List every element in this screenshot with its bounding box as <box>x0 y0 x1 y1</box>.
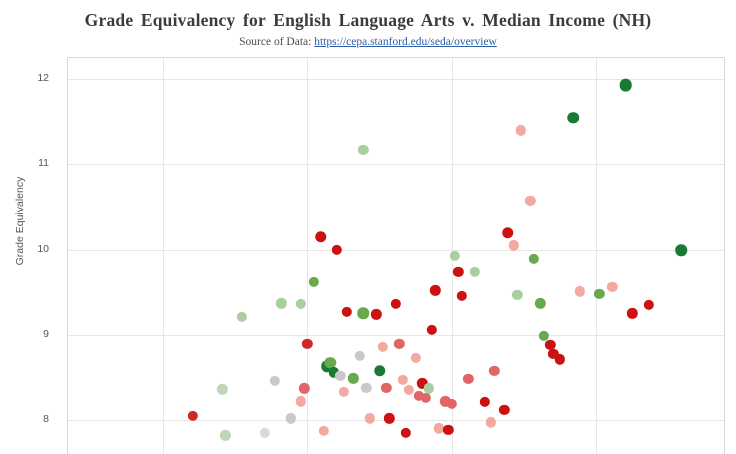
y-axis-tick-label: 9 <box>43 327 49 340</box>
source-label: Source of Data: <box>239 36 312 48</box>
scatter-point <box>456 290 466 300</box>
scatter-point <box>529 254 539 264</box>
scatter-point <box>355 351 365 361</box>
scatter-point <box>447 399 457 409</box>
scatter-point <box>315 231 327 243</box>
scatter-point <box>269 376 279 386</box>
scatter-point <box>332 244 342 254</box>
scatter-point <box>430 285 440 295</box>
scatter-point <box>371 309 381 319</box>
scatter-point <box>525 196 535 206</box>
scatter-point <box>627 308 637 318</box>
scatter-point <box>453 267 463 277</box>
scatter-point <box>676 245 688 257</box>
scatter-point <box>384 413 394 423</box>
y-axis-tick-label: 12 <box>37 72 49 85</box>
scatter-point <box>486 417 496 427</box>
scatter-point <box>302 339 312 349</box>
y-axis-ticks <box>0 57 59 454</box>
scatter-point <box>357 308 369 320</box>
scatter-point <box>567 112 579 124</box>
scatter-point <box>401 428 411 438</box>
scatter-point <box>424 383 434 393</box>
scatter-point <box>296 299 306 309</box>
scatter-point <box>470 267 480 277</box>
scatter-point <box>276 298 286 308</box>
scatter-point <box>260 428 270 438</box>
scatter-point <box>296 396 306 406</box>
scatter-point <box>463 374 473 384</box>
scatter-point <box>335 370 345 380</box>
scatter-point <box>619 79 632 92</box>
scatter-point <box>643 300 653 310</box>
chart-title: Grade Equivalency for English Language Arts v. Median Income (NH) <box>84 10 652 30</box>
gridline-horizontal <box>68 164 724 165</box>
scatter-point <box>365 413 375 423</box>
scatter-point <box>358 145 368 155</box>
scatter-point <box>515 125 525 135</box>
scatter-point <box>535 298 545 308</box>
plot-area <box>67 57 725 454</box>
scatter-point <box>374 365 386 377</box>
scatter-point <box>217 384 227 394</box>
scatter-point <box>607 282 617 292</box>
scatter-point <box>450 250 460 260</box>
source-link[interactable]: https://cepa.stanford.edu/seda/overview <box>314 36 497 48</box>
gridline-vertical <box>307 58 308 454</box>
scatter-point <box>404 385 414 395</box>
y-axis-tick-label: 10 <box>37 242 49 255</box>
chart-subtitle <box>0 36 736 48</box>
gridline-horizontal <box>68 420 724 421</box>
gridline-horizontal <box>68 335 724 336</box>
chart-header <box>0 0 736 48</box>
scatter-point <box>427 324 437 334</box>
scatter-point <box>512 290 522 300</box>
scatter-point <box>319 426 329 436</box>
scatter-point <box>361 382 371 392</box>
scatter-point <box>220 430 230 440</box>
scatter-point <box>420 393 430 403</box>
scatter-point <box>348 373 358 383</box>
scatter-point <box>411 353 421 363</box>
scatter-point <box>378 342 388 352</box>
scatter-point <box>286 413 296 423</box>
scatter-point <box>502 227 514 239</box>
y-axis-tick-label: 11 <box>38 157 49 170</box>
scatter-point <box>575 286 585 296</box>
gridline-vertical <box>596 58 597 454</box>
gridline-horizontal <box>68 250 724 251</box>
gridline-vertical <box>163 58 164 454</box>
scatter-point <box>499 405 509 415</box>
y-axis-label: Grade Equivalency <box>14 176 26 266</box>
scatter-point <box>342 307 352 317</box>
scatter-point <box>391 299 401 309</box>
y-axis-tick-label: 8 <box>43 412 49 425</box>
scatter-point <box>397 375 407 385</box>
scatter-point <box>594 289 604 299</box>
scatter-point <box>237 312 247 322</box>
scatter-point <box>479 397 489 407</box>
scatter-point <box>489 365 499 375</box>
scatter-point <box>555 354 565 364</box>
scatter-point <box>309 277 319 287</box>
scatter-point <box>381 382 391 392</box>
scatter-point <box>433 423 443 433</box>
scatter-point <box>394 339 404 349</box>
scatter-point <box>338 387 348 397</box>
